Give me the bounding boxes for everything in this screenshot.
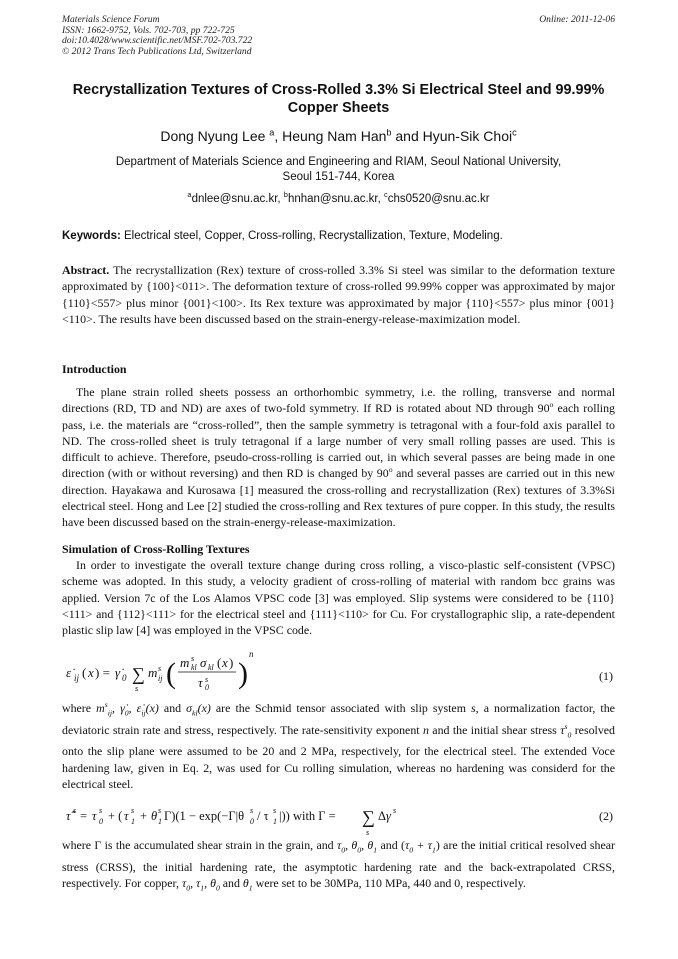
affiliation: Department of Materials Science and Engineering and RIAM, Seoul National University, Seoul 151-744, Korea bbox=[115, 156, 562, 183]
svg-text:1: 1 bbox=[273, 817, 277, 826]
svg-text:1: 1 bbox=[131, 817, 135, 826]
affiliation-mark: b bbox=[386, 127, 392, 138]
svg-text:∑: ∑ bbox=[132, 664, 145, 684]
copyright: © 2012 Trans Tech Publications Ltd, Switzerland bbox=[62, 45, 252, 57]
svg-text:ij: ij bbox=[74, 673, 80, 683]
svg-text:Δ: Δ bbox=[378, 809, 387, 823]
author-name: Dong Nyung Lee bbox=[160, 128, 266, 144]
svg-text:(: ( bbox=[217, 655, 222, 670]
svg-text:τ: τ bbox=[124, 809, 129, 823]
svg-text:) =: ) = bbox=[95, 665, 110, 680]
svg-text:τ: τ bbox=[92, 809, 97, 823]
svg-text:τ: τ bbox=[198, 675, 203, 690]
svg-text:=: = bbox=[80, 809, 88, 823]
svg-text:kl: kl bbox=[191, 663, 197, 672]
email-list: $^a$dnlee@snu.ac.kr, $^b$hnhan@snu.ac.kr, $^c$chs0520@snu.ac.kr bbox=[187, 190, 490, 205]
svg-text:): ) bbox=[229, 655, 234, 670]
page-header bbox=[62, 15, 615, 57]
svg-text:θ: θ bbox=[151, 809, 158, 823]
svg-text:m: m bbox=[180, 655, 190, 670]
svg-text:(: ( bbox=[166, 657, 176, 690]
svg-text:|)) with Γ =: |)) with Γ = bbox=[279, 809, 336, 823]
svg-text:m: m bbox=[148, 665, 158, 680]
affiliation-mark: c bbox=[512, 127, 517, 138]
email-link[interactable]: dnlee@snu.ac.kr, bbox=[191, 193, 284, 205]
equation-2-description: where Γ is the accumulated shear strain in the grain, and $\tau_0$, $\theta_0$, $\theta_1$ and $(\tau_0 + \tau_1)$ are the initial critical resolved shear stress (CRSS), the initial hardening rate, the asymptotic hardening rate and the back-extrapolated CRSS, respectively. For copper, $\tau_0$, $\tau_1$, $\theta_0$ and $\theta_1$ were set to be 30MPa, 110 MPa, 440 and 0, respectively. bbox=[62, 838, 615, 893]
equation-2-number: (2) bbox=[599, 809, 613, 823]
svg-text:0: 0 bbox=[205, 683, 209, 692]
svg-text:s: s bbox=[158, 664, 162, 673]
equation-1-number: (1) bbox=[599, 669, 613, 683]
author-name: Hyun-Sik Choi bbox=[422, 128, 513, 144]
svg-text:ε̇: ε̇ bbox=[66, 665, 72, 680]
svg-text:x: x bbox=[222, 655, 228, 670]
section-heading-introduction: Introduction bbox=[62, 362, 127, 376]
svg-text:): ) bbox=[238, 657, 248, 690]
svg-text:s: s bbox=[250, 806, 254, 815]
svg-text:0: 0 bbox=[99, 817, 103, 826]
svg-text:s: s bbox=[366, 828, 370, 837]
affiliation-mark: a bbox=[269, 127, 275, 138]
section-heading-simulation: Simulation of Cross-Rolling Textures bbox=[62, 542, 250, 556]
author-list: Dong Nyung Lee $^a$, Heung Nam Han$^b$ and Hyun-Sik Choi$^c$ bbox=[160, 127, 517, 144]
svg-text:∑: ∑ bbox=[362, 807, 375, 827]
svg-text:s: s bbox=[73, 806, 77, 815]
equation-1 bbox=[62, 647, 615, 695]
svg-text:γ̇: γ̇ bbox=[115, 665, 121, 680]
svg-text:ij: ij bbox=[158, 674, 163, 683]
svg-text:τ̂: τ̂ bbox=[66, 809, 71, 823]
svg-text:Γ)(1 − exp(−Γ|θ: Γ)(1 − exp(−Γ|θ bbox=[164, 809, 245, 823]
introduction-paragraph: The plane strain rolled sheets possess an orthorhombic symmetry, i.e. the rolling, transverse and normal directions (RD, TD and ND) are axes of two-fold symmetry. If RD is rotated about ND through 90$^o$ each rolling pass, i.e. the materials are “cross-rolled”, then the sample symmetry is tetragonal with a four-fold axis parallel to ND. The cross-rolled sheet is truly tetragonal if a large number of very small rolling passes are used. This is difficult to achieve. Therefore, pseudo-cross-rolling is carried out, in which several passes are being made in one direction (with or without reversing) and then RD is changed by 90$^o$ and several passes are carried out in this new direction. Hayakawa and Kurosawa [1] measured the cross-rolling and recrystallization (Rex) textures of 3.3%Si electrical steel. Hong and Lee [2] studied the cross-rolling and Rex textures of pure copper. In this study, the results have been discussed based on the strain-energy-release-maximization. bbox=[62, 385, 615, 530]
svg-text:1: 1 bbox=[158, 817, 162, 826]
svg-text:s: s bbox=[135, 684, 139, 693]
online-date: Online: 2011-12-06 bbox=[539, 14, 615, 25]
svg-text:γ: γ bbox=[386, 809, 391, 823]
email-link[interactable]: chs0520@snu.ac.kr bbox=[387, 193, 490, 205]
svg-text:kl: kl bbox=[208, 663, 214, 672]
svg-text:s: s bbox=[205, 675, 209, 684]
abstract-label: Abstract. bbox=[62, 263, 110, 277]
svg-text:s: s bbox=[393, 806, 397, 815]
equation-1-formula bbox=[62, 647, 362, 695]
keywords-label: Keywords: bbox=[62, 230, 121, 242]
svg-text:s: s bbox=[131, 806, 135, 815]
svg-text:s: s bbox=[158, 806, 162, 815]
equation-1-description: where $m^s_{ij}$, $\gammȧ_0$, $\varepsiloṅ_{ij}(x)$ and $\sigma_{kl}(x)$ are the Schmid tensor associated with slip system s, a normalization factor, the deviatoric strain rate and stress, respectively. The rate-sensitivity exponent n and the initial shear stress $\tau^s_0$ resolved onto the slip plane were assumed to be 20 and 2 MPa, respectively, for the electrical steel. The extended Voce hardening law, given in Eq. 2, was used for Cu rolling simulation, whereas no hardening was considerd for the electrical steel. bbox=[62, 700, 615, 791]
issn: ISSN: 1662-9752, Vols. 702-703, pp 722-725 bbox=[62, 24, 235, 36]
svg-text:+: + bbox=[140, 809, 148, 823]
doi: doi:10.4028/www.scientific.net/MSF.702-703.722 bbox=[62, 35, 253, 47]
paper-title: Recrystallization Textures of Cross-Rolled 3.3% Si Electrical Steel and 99.99% Copper Sheets bbox=[72, 82, 605, 116]
svg-text:x: x bbox=[88, 665, 94, 680]
svg-text:0: 0 bbox=[250, 817, 254, 826]
svg-text:(: ( bbox=[82, 665, 87, 680]
svg-text:s: s bbox=[99, 806, 103, 815]
email-link[interactable]: hnhan@snu.ac.kr, bbox=[287, 193, 385, 205]
svg-text:n: n bbox=[249, 649, 254, 659]
svg-text:+ (: + ( bbox=[108, 809, 123, 823]
keywords: Keywords: Electrical steel, Copper, Cross-rolling, Recrystallization, Texture, Modeling. bbox=[62, 230, 503, 242]
svg-text:/ τ: / τ bbox=[257, 809, 269, 823]
author-name: Heung Nam Han bbox=[282, 128, 387, 144]
svg-text:s: s bbox=[191, 654, 195, 663]
abstract: Abstract. The recrystallization (Rex) texture of cross-rolled 3.3% Si steel was similar to the deformation texture approximated by {100}<011>. The deformation texture of cross-rolled 99.99% copper was approximated by major {110}<557> plus minor {001}<100>. Its Rex texture was approximated by major {110}<557> plus minor {001}<110>. The results have been discussed based on the strain-energy-release-maximization model. bbox=[62, 263, 615, 326]
equation-2-formula bbox=[62, 800, 482, 840]
journal-name: Materials Science Forum bbox=[62, 14, 160, 25]
svg-text:0: 0 bbox=[122, 673, 127, 683]
svg-text:s: s bbox=[273, 806, 277, 815]
simulation-paragraph: In order to investigate the overall texture change during cross rolling, a visco-plastic self-consistent (VPSC) scheme was adopted. In this study, a velocity gradient of cross-rolling of material with random bcc grains was applied. Version 7c of the Los Alamos VPSC code [3] was employed. Slip systems were considered to be {110}<111> and {112}<111> for the electrical steel and {111}<110> for Cu. For crystallographic slip, a rate-dependent plastic slip law [4] was employed in the VPSC code. bbox=[62, 558, 615, 638]
svg-text:σ: σ bbox=[200, 655, 207, 670]
